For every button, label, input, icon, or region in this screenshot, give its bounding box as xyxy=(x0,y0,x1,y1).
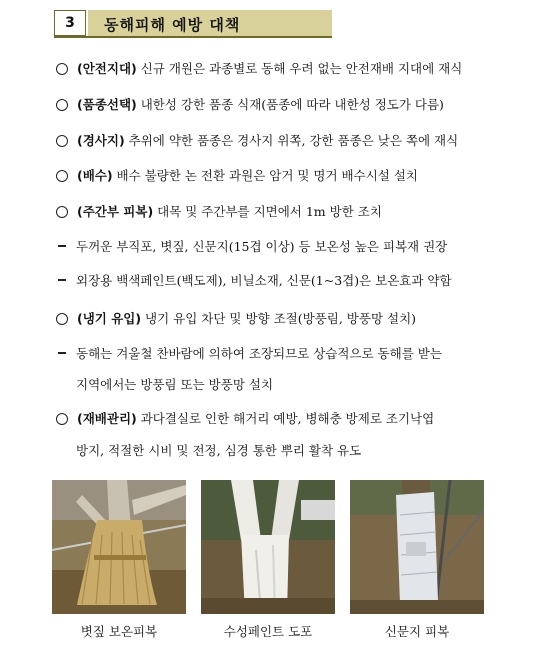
item-slope: (경사지) 추위에 약한 품종은 경사지 위쪽, 강한 품종은 낮은 쪽에 재식 xyxy=(56,132,458,150)
item-management: (재배관리) 과다결실로 인한 해거리 예방, 병해충 방제로 조기낙엽 xyxy=(56,410,434,428)
circle-bullet-icon xyxy=(56,170,68,182)
subitem-weak: 외장용 백색페인트(백도제), 비닐소재, 신문(1~3겹)은 보온효과 약함 xyxy=(58,272,452,290)
item-trunk-cover: (주간부 피복) 대목 및 주간부를 지면에서 1m 방한 조치 xyxy=(56,203,382,221)
photo-caption-newspaper: 신문지 피복 xyxy=(384,624,450,639)
subitem-wind-cont: 지역에서는 방풍림 또는 방풍망 설치 xyxy=(76,377,274,392)
item-drainage: (배수) 배수 불량한 논 전환 과원은 암거 및 명거 배수시설 설치 xyxy=(56,167,418,185)
item-management-cont: 방지, 적절한 시비 및 전정, 심경 통한 뿌리 활착 유도 xyxy=(76,443,362,458)
circle-bullet-icon xyxy=(56,99,68,111)
newspaper-wrapped-trunk-photo xyxy=(350,480,484,614)
circle-bullet-icon xyxy=(56,413,68,425)
circle-bullet-icon xyxy=(56,206,68,218)
item-variety: (품종선택) 내한성 강한 품종 식재(품종에 따라 내한성 정도가 다름) xyxy=(56,96,444,114)
circle-bullet-icon xyxy=(56,63,68,75)
subitem-wind: 동해는 겨울철 찬바람에 의하여 조장되므로 상습적으로 동해를 받는 xyxy=(58,345,442,363)
dash-bullet-icon xyxy=(58,245,66,247)
section-title: 동해피해 예방 대책 xyxy=(104,16,241,34)
circle-bullet-icon xyxy=(56,135,68,147)
circle-bullet-icon xyxy=(56,313,68,325)
white-painted-trunk-photo xyxy=(201,480,335,614)
section-number: 3 xyxy=(54,10,86,36)
dash-bullet-icon xyxy=(58,352,66,354)
item-safe-zone: (안전지대) 신규 개원은 과종별로 동해 우려 없는 안전재배 지대에 재식 xyxy=(56,60,462,78)
straw-wrapped-trunk-photo xyxy=(52,480,186,614)
item-cold-air: (냉기 유입) 냉기 유입 차단 및 방향 조절(방풍림, 방풍망 설치) xyxy=(56,310,416,328)
photo-caption-straw: 볏짚 보온피복 xyxy=(80,624,158,639)
section-header xyxy=(54,10,332,38)
subitem-recommended: 두꺼운 부직포, 볏짚, 신문지(15겹 이상) 등 보온성 높은 피복재 권장 xyxy=(58,238,447,256)
photo-caption-paint: 수성페인트 도포 xyxy=(223,624,313,639)
dash-bullet-icon xyxy=(58,279,66,281)
